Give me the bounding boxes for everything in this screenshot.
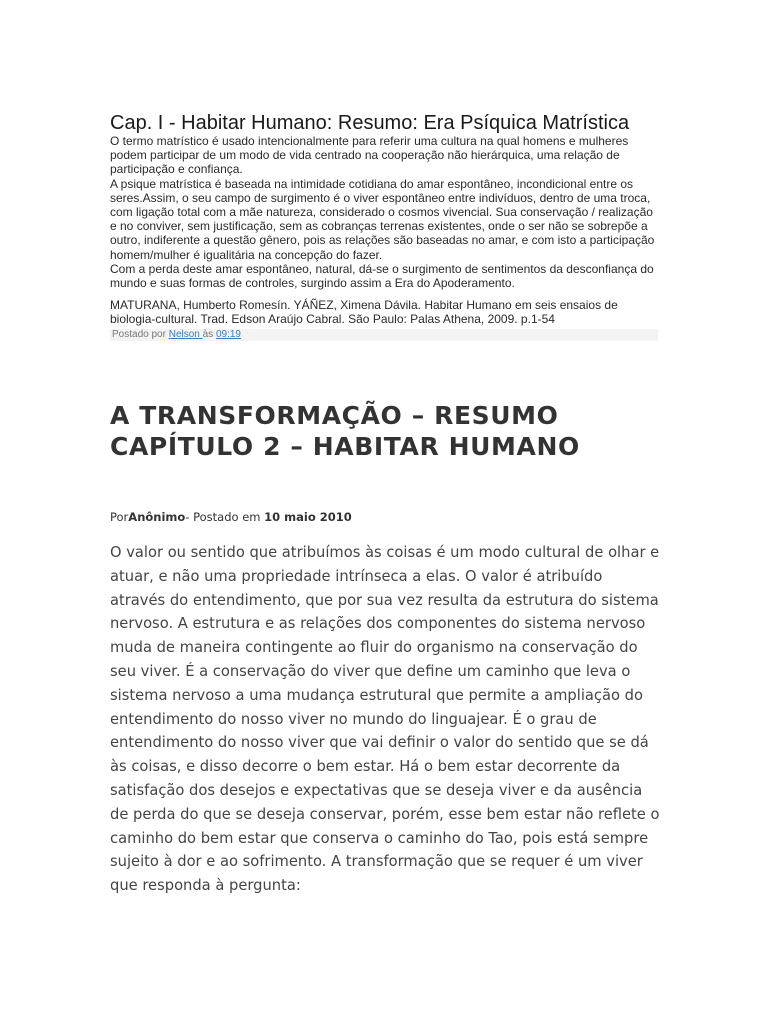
byline <box>110 510 658 524</box>
post-transformacao <box>110 400 658 898</box>
post-body <box>110 134 658 327</box>
author-name: Anônimo <box>128 510 186 524</box>
paragraph-2: A psique matrística é baseada na intimidade cotidiana do amar espontâneo, incondicional entre os seres.Assim, o seu campo de surgimento é o viver espontâneo entre indivíduos, dentro de uma troca, com ligação total com a mãe natureza, considerado o cosmos vivencial. Sua conservação / realização e no conviver, sem justificação, sem as cobranças terrenas existentes, onde o ser não se sobrepõe a outro, indiferente a questão gênero, pois as relações são baseadas no amar, e com isto a participação homem/mulher é igualitária na concepção do fazer. <box>110 176 655 262</box>
article-title: A TRANSFORMAÇÃO – RESUMO CAPÍTULO 2 – HABITAR HUMANO <box>110 401 580 461</box>
time-link[interactable]: 09:19 <box>215 328 241 340</box>
posted-by-label: Postado por <box>112 328 169 340</box>
by-label: Por <box>110 510 129 524</box>
paragraph-1: O termo matrístico é usado intencionalmente para referir uma cultura na qual homens e mulheres podem participar de um modo de vida centrado na cooperação não hierárquica, uma relação de participação e confiança. <box>110 134 629 177</box>
author-link[interactable]: Nelson <box>168 328 203 340</box>
reference: MATURANA, Humberto Romesín. YÁÑEZ, Ximena Dávila. Habitar Humano em seis ensaios de biologia-cultural. Trad. Edson Araújo Cabral. São Paulo: Palas Athena, 2009. p.1-54 <box>110 298 618 327</box>
post-habitar-humano-cap1 <box>110 112 658 341</box>
paragraph-3: Com a perda deste amar espontâneo, natural, dá-se o surgimento de sentimentos da desconfiança do mundo e suas formas de controles, surgindo assim a Era do Apoderamento. <box>110 261 654 291</box>
article-body: O valor ou sentido que atribuímos às coisas é um modo cultural de olhar e atuar, e não uma propriedade intrínseca a elas. O valor é atribuído através do entendimento, que por sua vez resulta da estrutura do sistema nervoso. A estrutura e as relações dos componentes do sistema nervoso muda de maneira contingente ao fluir do organismo na conservação do seu viver. É a conservação do viver que define um caminho que leva o sistema nervoso a uma mudança estrutural que permite a ampliação do entendimento do nosso viver no mundo do linguajear. É o grau de entendimento do nosso viver que vai definir o valor do sentido que se dá às coisas, e disso decorre o bem estar. Há o bem estar decorrente da satisfação dos desejos e expectativas que se deseja viver e da ausência de perda do que se deseja conservar, porém, esse bem estar não reflete o caminho do bem estar que conserva o caminho do Tao, pois está sempre sujeito à dor e ao sofrimento. A transformação que se requer é um viver que responda à pergunta: <box>110 544 660 895</box>
post-footer <box>110 329 658 341</box>
posted-on-label: - Postado em <box>185 510 265 524</box>
at-label: às <box>202 328 216 340</box>
post-date: 10 maio 2010 <box>264 510 352 524</box>
post-title: Cap. I - Habitar Humano: Resumo: Era Psíquica Matrística <box>110 112 630 134</box>
